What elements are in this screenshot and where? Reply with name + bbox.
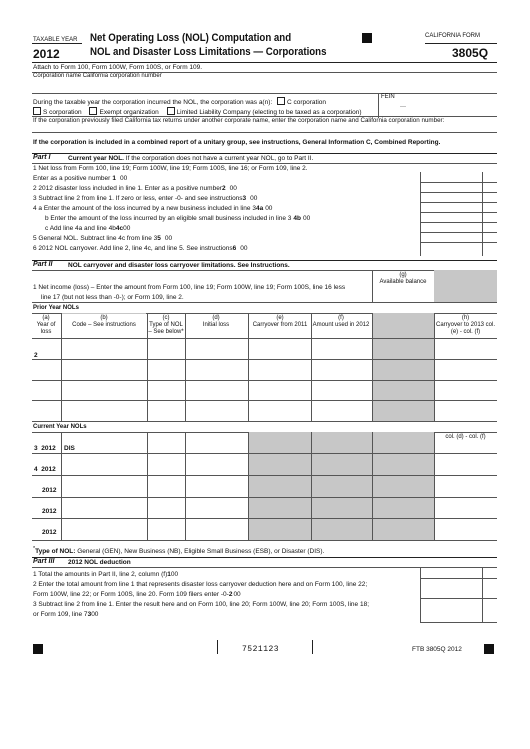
p3-line1-cents: 00 bbox=[170, 571, 179, 578]
p1-line4c-num: 4c bbox=[115, 225, 124, 232]
p3-line1 bbox=[33, 571, 178, 579]
shaded-cell bbox=[434, 270, 497, 302]
fein-separator: — bbox=[400, 104, 406, 110]
col-e-header bbox=[249, 315, 311, 329]
c-corp-checkbox[interactable] bbox=[277, 97, 285, 105]
col-f-header bbox=[311, 315, 371, 329]
p1-line4a-cents: 00 bbox=[265, 205, 273, 212]
p1-line6-cents: 00 bbox=[240, 245, 248, 252]
exempt-org-label: Exempt organization bbox=[99, 109, 159, 116]
form-number: 3805Q bbox=[452, 46, 489, 60]
part2-title: NOL carryover and disaster loss carryover limitations. See Instructions. bbox=[68, 262, 290, 269]
p1-line1b bbox=[33, 175, 127, 183]
corner-mark-left bbox=[33, 644, 43, 654]
cur-row3-num: 3 bbox=[34, 445, 38, 452]
col-a-header bbox=[32, 315, 60, 336]
cur-row3-year: 2012 bbox=[41, 445, 56, 452]
attach-instruction: Attach to Form 100, Form 100W, Form 100S, or Form 109. bbox=[33, 64, 203, 71]
part1-tag: Part I bbox=[33, 154, 51, 161]
col-a-text: Year of loss bbox=[36, 322, 56, 335]
part3-title: 2012 NOL deduction bbox=[68, 559, 131, 566]
col-b-text: Code – See instructions bbox=[72, 322, 136, 328]
col-a-id: (a) bbox=[42, 315, 50, 321]
p3-line3-num: 3 bbox=[87, 611, 92, 618]
footnote-text: General (GEN), New Business (NB), Eligible Small Business (ESB), or Disaster (DIS). bbox=[75, 548, 325, 556]
p1-line6-text: 6 2012 NOL carryover. Add line 2, line 4c, and line 5. See instructions bbox=[33, 245, 233, 252]
col-d-text: Initial loss bbox=[202, 322, 230, 328]
prior-row2-num: 2 bbox=[34, 352, 38, 359]
registration-mark bbox=[362, 33, 372, 43]
col-c-header bbox=[148, 315, 184, 336]
footnote-bold: Type of NOL: bbox=[35, 548, 76, 556]
p1-line3-text: 3 Subtract line 2 from line 1. If zero or less, enter -0- and see instructions bbox=[33, 195, 243, 202]
cur-row3 bbox=[34, 445, 56, 453]
p1-line5 bbox=[33, 235, 172, 243]
p1-line4b-num: 4b bbox=[293, 215, 302, 222]
c-corp-label: C corporation bbox=[287, 99, 327, 106]
col-f-text: Amount used in 2012 bbox=[312, 322, 370, 328]
exempt-org-checkbox[interactable] bbox=[89, 107, 97, 115]
col-h-text: Carryover to 2013 col. (e) - col. (f) bbox=[435, 322, 496, 335]
p3-line2-cents: 00 bbox=[233, 591, 241, 598]
p1-line2-text: 2 2012 disaster loss included in line 1. Enter as a positive number bbox=[33, 185, 222, 192]
p1-line3-cents: 00 bbox=[250, 195, 258, 202]
p2-line1a: 1 Net income (loss) – Enter the amount from Form 100, line 19; Form 100W, line 19; Form 100S, line 16 less bbox=[33, 284, 346, 291]
p3-line2b-text: Form 100W, line 22; or Form 100S, line 20. Form 109 filers enter -0- bbox=[33, 591, 229, 598]
col-e-id: (e) bbox=[276, 315, 284, 321]
p3-line3b-text: or Form 109, line 7 bbox=[33, 611, 88, 618]
footnote-star: * bbox=[33, 546, 36, 552]
p1-line1-cents: 00 bbox=[119, 175, 128, 182]
p1-line5-text: 5 General NOL. Subtract line 4c from line 3 bbox=[33, 235, 158, 242]
part1-title bbox=[68, 155, 313, 163]
col-d-id: (d) bbox=[212, 315, 220, 321]
p1-line4a-text: 4 a Enter the amount of the loss incurred by a new business included in line 3 bbox=[33, 205, 256, 212]
shaded-col-g-prior bbox=[372, 313, 434, 421]
p1-line4b-cents: 00 bbox=[303, 215, 311, 222]
p1-line2-num: 2 bbox=[221, 185, 226, 192]
col-b-header bbox=[62, 315, 146, 329]
footer-form-id: FTB 3805Q 2012 bbox=[412, 646, 462, 653]
form-title-line1: Net Operating Loss (NOL) Computation and bbox=[90, 32, 292, 44]
col-c-id: (c) bbox=[162, 315, 170, 321]
cur-row4-num: 4 bbox=[34, 466, 38, 473]
part2-tag: Part II bbox=[33, 261, 53, 268]
p3-line1-num: 1 bbox=[167, 571, 171, 578]
form-code: 7521123 bbox=[242, 645, 280, 654]
col-g-header bbox=[372, 272, 434, 286]
p1-line1-num: 1 bbox=[112, 175, 116, 182]
llc-checkbox[interactable] bbox=[167, 107, 175, 115]
s-corp-checkbox[interactable] bbox=[33, 107, 41, 115]
current-year-label: Current Year NOLs bbox=[33, 424, 87, 430]
combined-report-text: If the corporation is included in a combined report of a unitary group, see instructions, General Information C, Combined Reporting. bbox=[33, 139, 441, 146]
p3-line1-text: 1 Total the amounts in Part II, line 2, column (f) bbox=[33, 571, 168, 578]
p1-line4b bbox=[45, 215, 310, 223]
hdr-spacer bbox=[62, 313, 146, 314]
col-e-text: Carryover from 2011 bbox=[252, 322, 308, 328]
form-title-line2: NOL and Disaster Loss Limitations — Corporations bbox=[90, 46, 327, 58]
p1-line1b-text: Enter as a positive number bbox=[33, 175, 111, 182]
part1-title-rest: If the corporation does not have a current year NOL, go to Part II. bbox=[124, 155, 314, 162]
cur-row4 bbox=[34, 466, 56, 474]
type-footnote bbox=[33, 545, 324, 556]
p3-line2-num: 2 bbox=[228, 591, 233, 598]
col-h-header bbox=[434, 315, 497, 336]
p1-line5-cents: 00 bbox=[164, 235, 173, 242]
col-c-text: Type of NOL – See below* bbox=[148, 322, 184, 335]
cur-row6-year: 2012 bbox=[42, 508, 57, 515]
part3-tag: Part III bbox=[33, 558, 55, 565]
p1-line3-num: 3 bbox=[242, 195, 247, 202]
during-year-text bbox=[33, 97, 326, 107]
taxable-year-label: TAXABLE YEAR bbox=[33, 37, 78, 43]
p1-line5-num: 5 bbox=[157, 235, 161, 242]
p3-line2a: 2 Enter the total amount from line 1 that represents disaster loss carryover deduction here and on Form 100, line 22; bbox=[33, 581, 368, 588]
prior-year-label: Prior Year NOLs bbox=[33, 305, 79, 311]
col-f-id: (f) bbox=[338, 315, 344, 321]
part1-title-bold: Current year NOL. bbox=[68, 155, 124, 162]
corner-mark-right bbox=[484, 644, 494, 654]
cur-row7-year: 2012 bbox=[42, 529, 57, 536]
p1-line4c-text: c Add line 4a and line 4b bbox=[45, 225, 116, 232]
p3-line3a: 3 Subtract line 2 from line 1. Enter the result here and on Form 100, line 20; Form 100W, line 20; Form 100S, line 18; bbox=[33, 601, 370, 608]
col-h-id: (h) bbox=[461, 315, 470, 321]
tax-year: 2012 bbox=[33, 47, 60, 61]
corp-name-label: Corporation name California corporation number bbox=[33, 73, 162, 79]
p1-line3 bbox=[33, 195, 257, 203]
p1-line2-cents: 00 bbox=[229, 185, 237, 192]
p1-line6 bbox=[33, 245, 247, 253]
shaded-col-g-current bbox=[372, 432, 434, 540]
col-b-id: (b) bbox=[100, 315, 108, 321]
p1-line4a bbox=[33, 205, 272, 213]
current-h-note: col. (d) - col. (f) bbox=[445, 434, 486, 440]
p3-line3-cents: 00 bbox=[91, 611, 99, 618]
cur-row3-code: DIS bbox=[64, 445, 75, 452]
state-form-label: CALIFORNIA FORM bbox=[425, 33, 481, 39]
p1-line6-num: 6 bbox=[232, 245, 237, 252]
during-year-label: During the taxable year the corporation incurred the NOL, the corporation was a(n): bbox=[33, 99, 273, 106]
p1-line4b-text: b Enter the amount of the loss incurred by an eligible small business included in line 3 bbox=[45, 215, 292, 222]
p1-line4a-num: 4a bbox=[255, 205, 264, 212]
p2-line1b: line 17 (but not less than -0-); or Form 109, line 2. bbox=[41, 294, 184, 301]
p1-line4c-cents: 00 bbox=[123, 225, 131, 232]
previous-name-text: If the corporation previously filed California tax returns under another corporate name, enter the corporation name and California corporation number: bbox=[33, 117, 445, 124]
col-g-id: (g) bbox=[399, 272, 407, 278]
p1-line2 bbox=[33, 185, 237, 193]
llc-label: Limited Liability Company (electing to be taxed as a corporation) bbox=[176, 109, 362, 116]
p3-line3b bbox=[33, 611, 98, 619]
p3-line2b bbox=[33, 591, 241, 599]
p1-line1a: 1 Net loss from Form 100, line 19; Form 100W, line 19; Form 100S, line 16; or Form 109, line 2. bbox=[33, 165, 308, 172]
cur-row5-year: 2012 bbox=[42, 487, 57, 494]
s-corp-label: S corporation bbox=[43, 109, 82, 116]
fein-label: FEIN bbox=[381, 94, 395, 100]
col-g-text: Available balance bbox=[379, 279, 427, 285]
p1-line4c bbox=[45, 225, 130, 233]
col-d-header bbox=[186, 315, 246, 329]
cur-row4-year: 2012 bbox=[41, 466, 56, 473]
